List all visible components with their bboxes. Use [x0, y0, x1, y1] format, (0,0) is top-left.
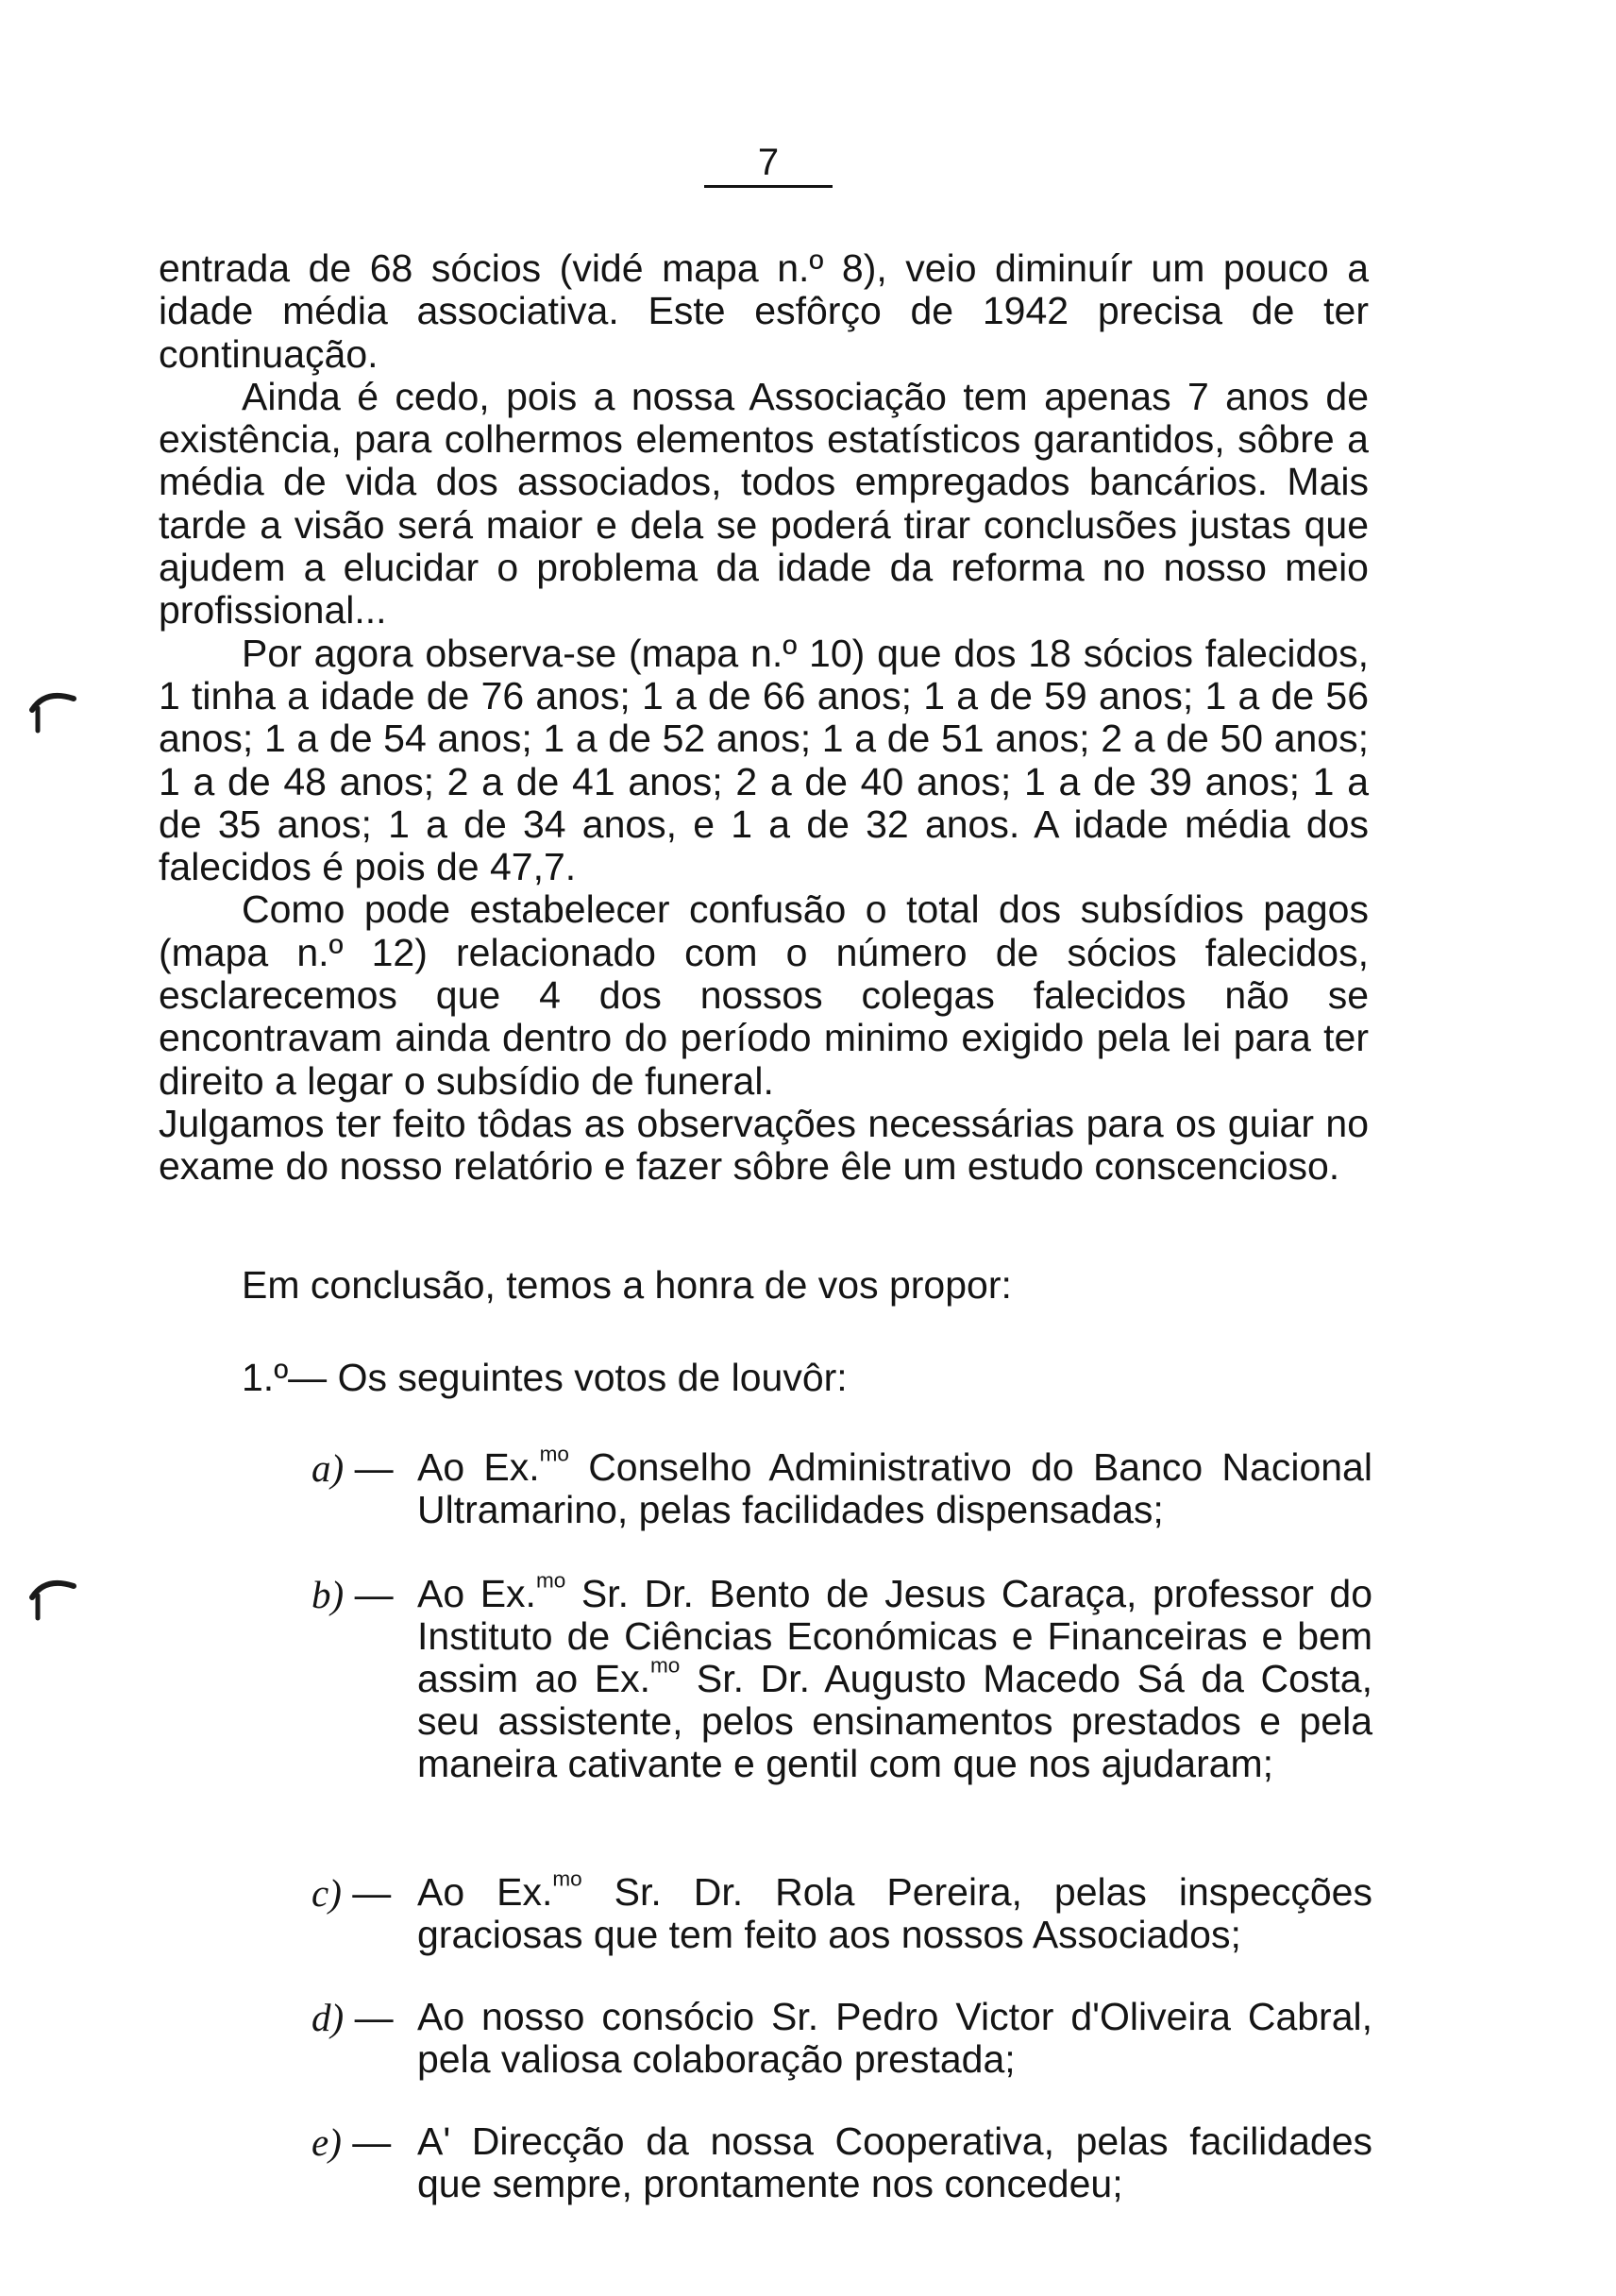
item-text: — Os seguintes votos de louvôr: — [288, 1356, 848, 1399]
vote-text: Ao Ex.$^{mo}$ Sr. Dr. Bento de Jesus Caraça, professor do Instituto de Ciências Económicas e Financeiras e bem assim ao Ex.$^{mo}$ Sr. Dr. Augusto Macedo Sá da Costa, seu assistente, pelos ensinamentos prestados e pela maneira cativante e gentil com que nos ajudaram; — [417, 1568, 1372, 1785]
paragraph: Por agora observa-se (mapa n.º 10) que dos 18 sócios falecidos, 1 tinha a idade de 76 anos; 1 a de 66 anos; 1 a de 59 anos; 1 a de 56 anos; 1 a de 54 anos; 1 a de 52 anos; 1 a de 51 anos; 2 a de 50 anos; 1 a de 48 anos; 2 a de 41 anos; 2 a de 40 anos; 1 a de 39 anos; 1 a de 35 anos; 1 a de 34 anos, e 1 a de 32 anos. A idade média dos falecidos é pois de 47,7. — [159, 631, 1369, 889]
vote-item-d — [311, 1996, 1372, 2081]
page-number-rule — [704, 185, 833, 188]
vote-marker: a) — — [311, 1446, 394, 1490]
vote-marker: d) — — [311, 1996, 394, 2039]
vote-text: A' Direcção da nossa Cooperativa, pelas facilidades que sempre, prontamente nos concedeu; — [417, 2119, 1372, 2205]
vote-item-c — [311, 1866, 1372, 1956]
vote-marker: e) — — [311, 2120, 392, 2164]
paragraph: entrada de 68 sócios (vidé mapa n.º 8), veio diminuír um pouco a idade média associativa. Este esfôrço de 1942 precisa de ter continuação. — [159, 246, 1369, 376]
vote-item-e — [311, 2120, 1372, 2205]
vote-marker: b) — — [311, 1573, 394, 1616]
vote-text: Ao nosso consócio Sr. Pedro Victor d'Oliveira Cabral, pela valiosa colaboração prestada; — [417, 1995, 1372, 2081]
body-text — [159, 247, 1369, 1189]
vote-marker: c) — — [311, 1871, 392, 1915]
conclusion-line: Em conclusão, temos a honra de vos propor: — [242, 1263, 1012, 1307]
scan-mark-icon — [26, 1569, 79, 1622]
paragraph: Como pode estabelecer confusão o total dos subsídios pagos (mapa n.º 12) relacionado com o número de sócios falecidos, esclarecemos que 4 dos nossos colegas falecidos não se encontravam ainda dentro do período minimo exigido pela lei para ter direito a legar o subsídio de funeral. — [159, 887, 1369, 1103]
vote-item-b — [311, 1568, 1372, 1785]
item-number: 1.º — [242, 1356, 289, 1399]
page-number: 7 — [757, 142, 780, 183]
paragraph: Ainda é cedo, pois a nossa Associação tem apenas 7 anos de existência, para colhermos elementos estatísticos garantidos, sôbre a média de vida dos associados, todos empregados bancários. Mais tarde a visão será maior e dela se poderá tirar conclusões justas que ajudem a elucidar o problema da idade da reforma no nosso meio profissional... — [159, 374, 1369, 633]
scan-mark-icon — [26, 682, 79, 734]
paragraph: Julgamos ter feito tôdas as observações necessárias para os guiar no exame do nosso relatório e fazer sôbre êle um estudo conscencioso. — [159, 1101, 1369, 1189]
vote-text: Ao Ex.$^{mo}$ Conselho Administrativo do Banco Nacional Ultramarino, pelas facilidades dispensadas; — [417, 1442, 1372, 1531]
vote-text: Ao Ex.$^{mo}$ Sr. Dr. Rola Pereira, pelas inspecções graciosas que tem feito aos nossos Associados; — [417, 1866, 1372, 1956]
first-proposal — [242, 1356, 848, 1399]
vote-item-a — [311, 1442, 1372, 1531]
